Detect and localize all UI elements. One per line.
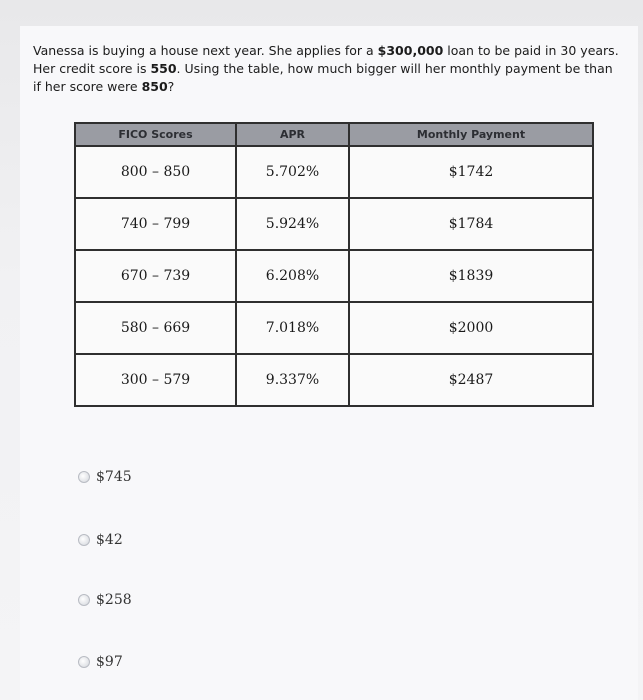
table-row xyxy=(75,198,593,250)
loan-amount: $300,000 xyxy=(377,43,444,58)
fico-range-cell: 580 – 669 xyxy=(75,302,236,354)
payment-cell: $1839 xyxy=(349,250,593,302)
question-card xyxy=(20,26,638,700)
answer-option-3[interactable] xyxy=(78,592,132,608)
fico-range-cell: 800 – 850 xyxy=(75,146,236,198)
payment-cell: $1784 xyxy=(349,198,593,250)
answer-option-4[interactable] xyxy=(78,654,123,670)
fico-range-cell: 300 – 579 xyxy=(75,354,236,406)
answer-option-label: $745 xyxy=(96,469,132,485)
question-text-part: Vanessa is buying a house next year. She applies for a xyxy=(33,43,378,58)
header-apr: APR xyxy=(236,123,349,146)
table-row xyxy=(75,302,593,354)
apr-cell: 6.208% xyxy=(236,250,349,302)
radio-button[interactable] xyxy=(78,594,90,606)
answer-option-label: $97 xyxy=(96,654,123,670)
question-text-part: loan to be paid in 30 years. Her credit score is xyxy=(33,43,619,76)
table-row xyxy=(75,250,593,302)
answer-option-label: $42 xyxy=(96,532,123,548)
apr-cell: 5.924% xyxy=(236,198,349,250)
credit-score: 550 xyxy=(150,61,177,76)
header-monthly-payment: Monthly Payment xyxy=(349,123,593,146)
question-text-part: ? xyxy=(167,79,175,94)
question-text-part: . Using the table, how much bigger will her monthly payment be than if her score were xyxy=(33,61,613,94)
table-row xyxy=(75,146,593,198)
payment-cell: $2487 xyxy=(349,354,593,406)
payment-cell: $1742 xyxy=(349,146,593,198)
apr-cell: 9.337% xyxy=(236,354,349,406)
radio-button[interactable] xyxy=(78,534,90,546)
fico-range-cell: 740 – 799 xyxy=(75,198,236,250)
answer-option-2[interactable] xyxy=(78,532,123,548)
header-fico-scores: FICO Scores xyxy=(75,123,236,146)
question-text xyxy=(33,42,623,96)
table-header-row xyxy=(75,123,593,146)
answer-option-label: $258 xyxy=(96,592,132,608)
compare-score: 850 xyxy=(141,79,168,94)
payment-cell: $2000 xyxy=(349,302,593,354)
fico-table xyxy=(74,122,594,407)
fico-range-cell: 670 – 739 xyxy=(75,250,236,302)
answer-option-1[interactable] xyxy=(78,469,132,485)
table-row xyxy=(75,354,593,406)
apr-cell: 5.702% xyxy=(236,146,349,198)
radio-button[interactable] xyxy=(78,471,90,483)
radio-button[interactable] xyxy=(78,656,90,668)
apr-cell: 7.018% xyxy=(236,302,349,354)
